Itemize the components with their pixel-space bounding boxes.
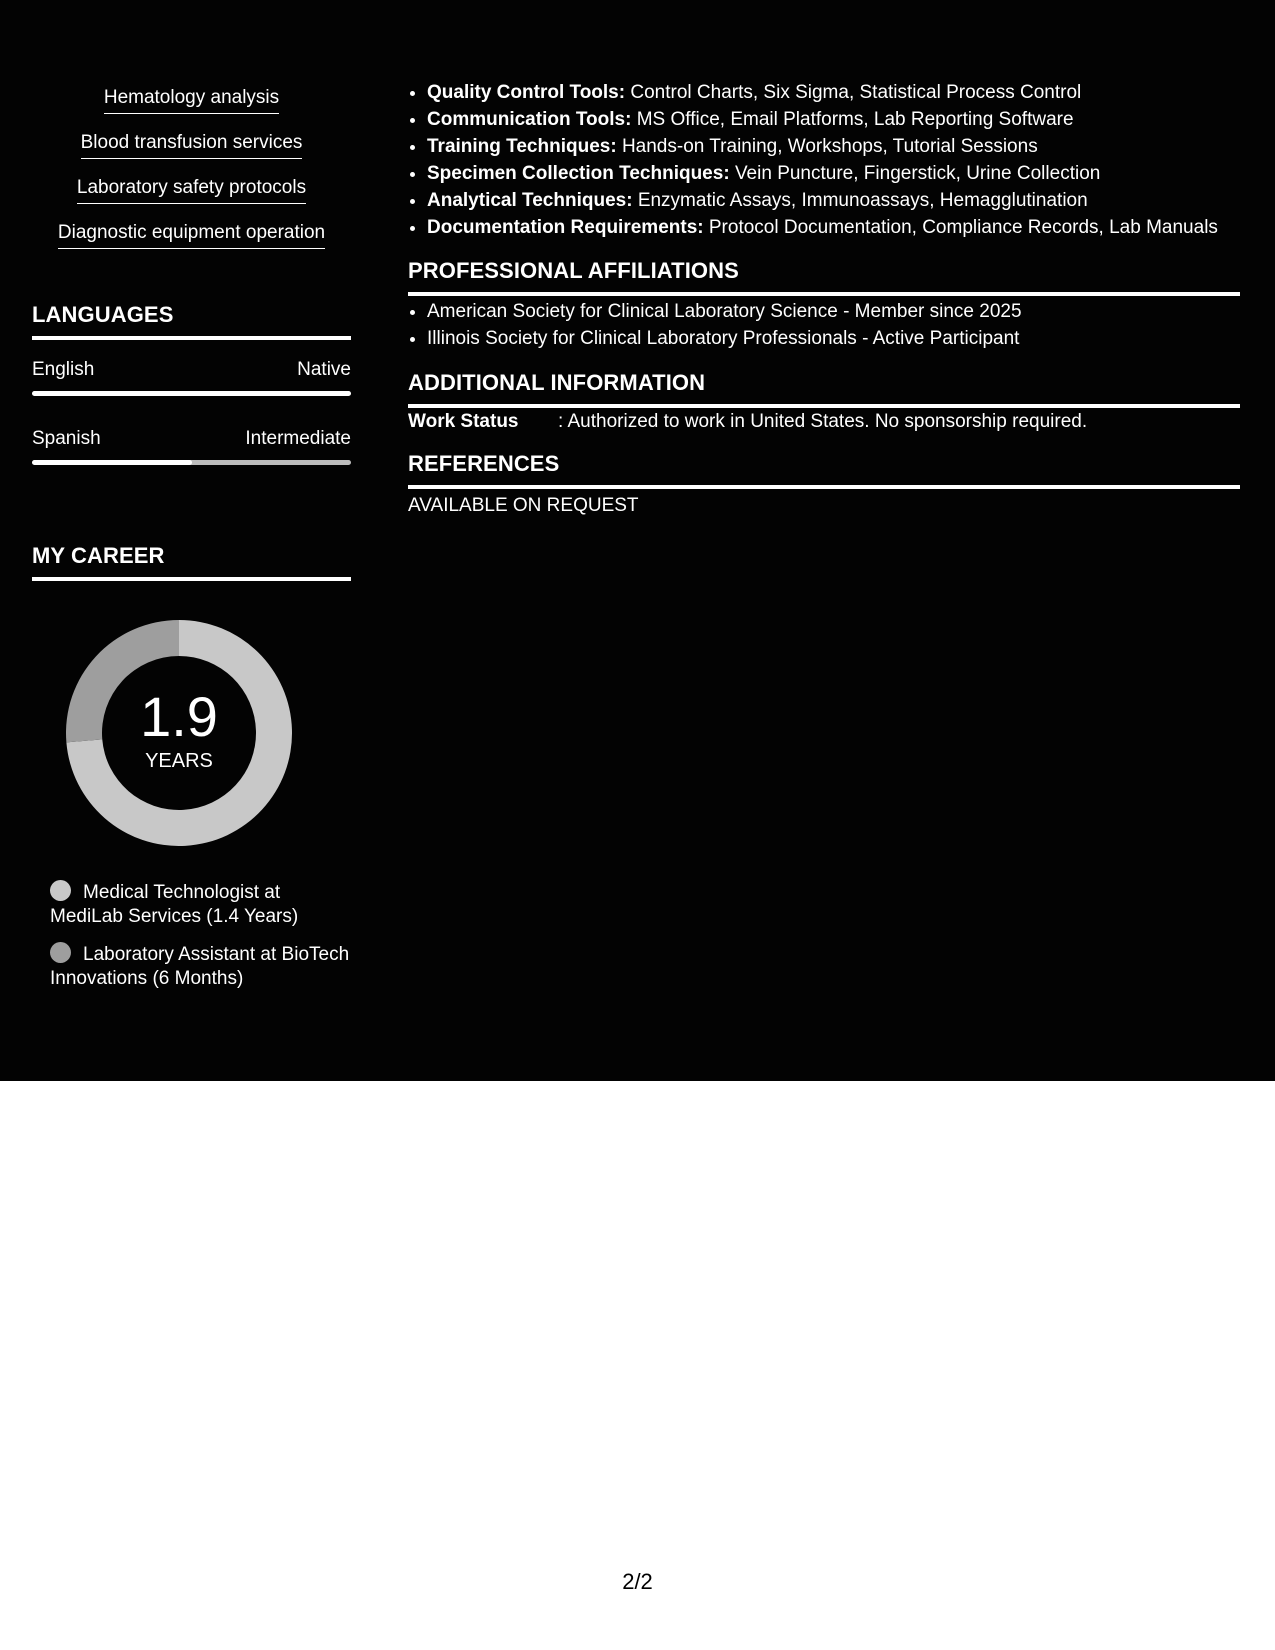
sidebar xyxy=(0,0,380,1081)
legend-dot xyxy=(50,942,71,963)
tool-items: Hands-on Training, Workshops, Tutorial Sessions xyxy=(621,136,1038,157)
affiliation-item: • American Society for Clinical Laboratory Science - Member since 2025 xyxy=(427,298,1259,325)
language-row-english xyxy=(32,358,351,396)
legend-dot xyxy=(50,880,71,901)
affiliations-heading: PROFESSIONAL AFFILIATIONS xyxy=(408,258,1240,296)
work-status-row xyxy=(408,410,1087,434)
tool-items: Enzymatic Assays, Immunoassays, Hemagglutination xyxy=(637,190,1088,211)
language-proficiency-fill xyxy=(32,391,351,396)
language-name: Spanish xyxy=(32,428,101,449)
tool-items: MS Office, Email Platforms, Lab Reporting Software xyxy=(636,109,1074,130)
career-item-label: Laboratory Assistant at BioTech Innovations (6 Months) xyxy=(50,944,350,989)
career-total-years: 1.9 xyxy=(140,685,218,748)
language-proficiency-fill xyxy=(32,460,192,465)
career-legend-item xyxy=(50,942,350,991)
tool-items: Vein Puncture, Fingerstick, Urine Collection xyxy=(734,163,1101,184)
language-proficiency-bar xyxy=(32,460,351,465)
skill-tag: Blood transfusion services xyxy=(81,131,303,159)
work-status-value: : Authorized to work in United States. No sponsorship required. xyxy=(558,411,1088,432)
tools-list-item xyxy=(427,160,1259,187)
career-donut-center xyxy=(66,620,292,846)
language-level: Native xyxy=(297,359,351,380)
references-heading: REFERENCES xyxy=(408,451,1240,489)
tools-list-item xyxy=(427,79,1259,106)
tools-list-item xyxy=(427,187,1259,214)
career-legend-item xyxy=(50,880,350,929)
main-column xyxy=(408,0,1240,1081)
tools-list-item xyxy=(427,106,1259,133)
tool-category: Communication Tools: xyxy=(427,109,632,130)
languages-heading: LANGUAGES xyxy=(32,302,351,340)
references-text: AVAILABLE ON REQUEST xyxy=(408,495,639,516)
tools-list xyxy=(408,79,1259,241)
tool-items: Protocol Documentation, Compliance Records, Lab Manuals xyxy=(708,217,1218,238)
tool-items: Control Charts, Six Sigma, Statistical Process Control xyxy=(630,82,1082,103)
language-name: English xyxy=(32,359,95,380)
career-heading: MY CAREER xyxy=(32,543,351,581)
tools-list-item xyxy=(427,214,1259,241)
tool-category: Specimen Collection Techniques: xyxy=(427,163,730,184)
career-donut-chart xyxy=(66,620,292,846)
tool-category: Analytical Techniques: xyxy=(427,190,633,211)
skill-tag: Laboratory safety protocols xyxy=(77,176,306,204)
tool-category: Documentation Requirements: xyxy=(427,217,704,238)
tools-list-item xyxy=(427,133,1259,160)
language-row-spanish xyxy=(32,427,351,465)
affiliations-list xyxy=(408,298,1259,352)
language-level: Intermediate xyxy=(245,428,351,449)
affiliation-item: • Illinois Society for Clinical Laboratory Professionals - Active Participant xyxy=(427,325,1259,352)
skills-list xyxy=(32,86,351,266)
additional-info-heading: ADDITIONAL INFORMATION xyxy=(408,370,1240,408)
skill-tag: Diagnostic equipment operation xyxy=(58,221,325,249)
language-proficiency-bar xyxy=(32,391,351,396)
skill-tag: Hematology analysis xyxy=(104,86,279,114)
tool-category: Training Techniques: xyxy=(427,136,617,157)
career-legend xyxy=(50,880,350,1004)
page-number: 2/2 xyxy=(622,1569,653,1594)
career-item-label: Medical Technologist at MediLab Services (1.4 Years) xyxy=(50,882,299,927)
work-status-label: Work Status xyxy=(408,411,519,432)
career-total-unit: YEARS xyxy=(145,750,213,772)
tool-category: Quality Control Tools: xyxy=(427,82,626,103)
